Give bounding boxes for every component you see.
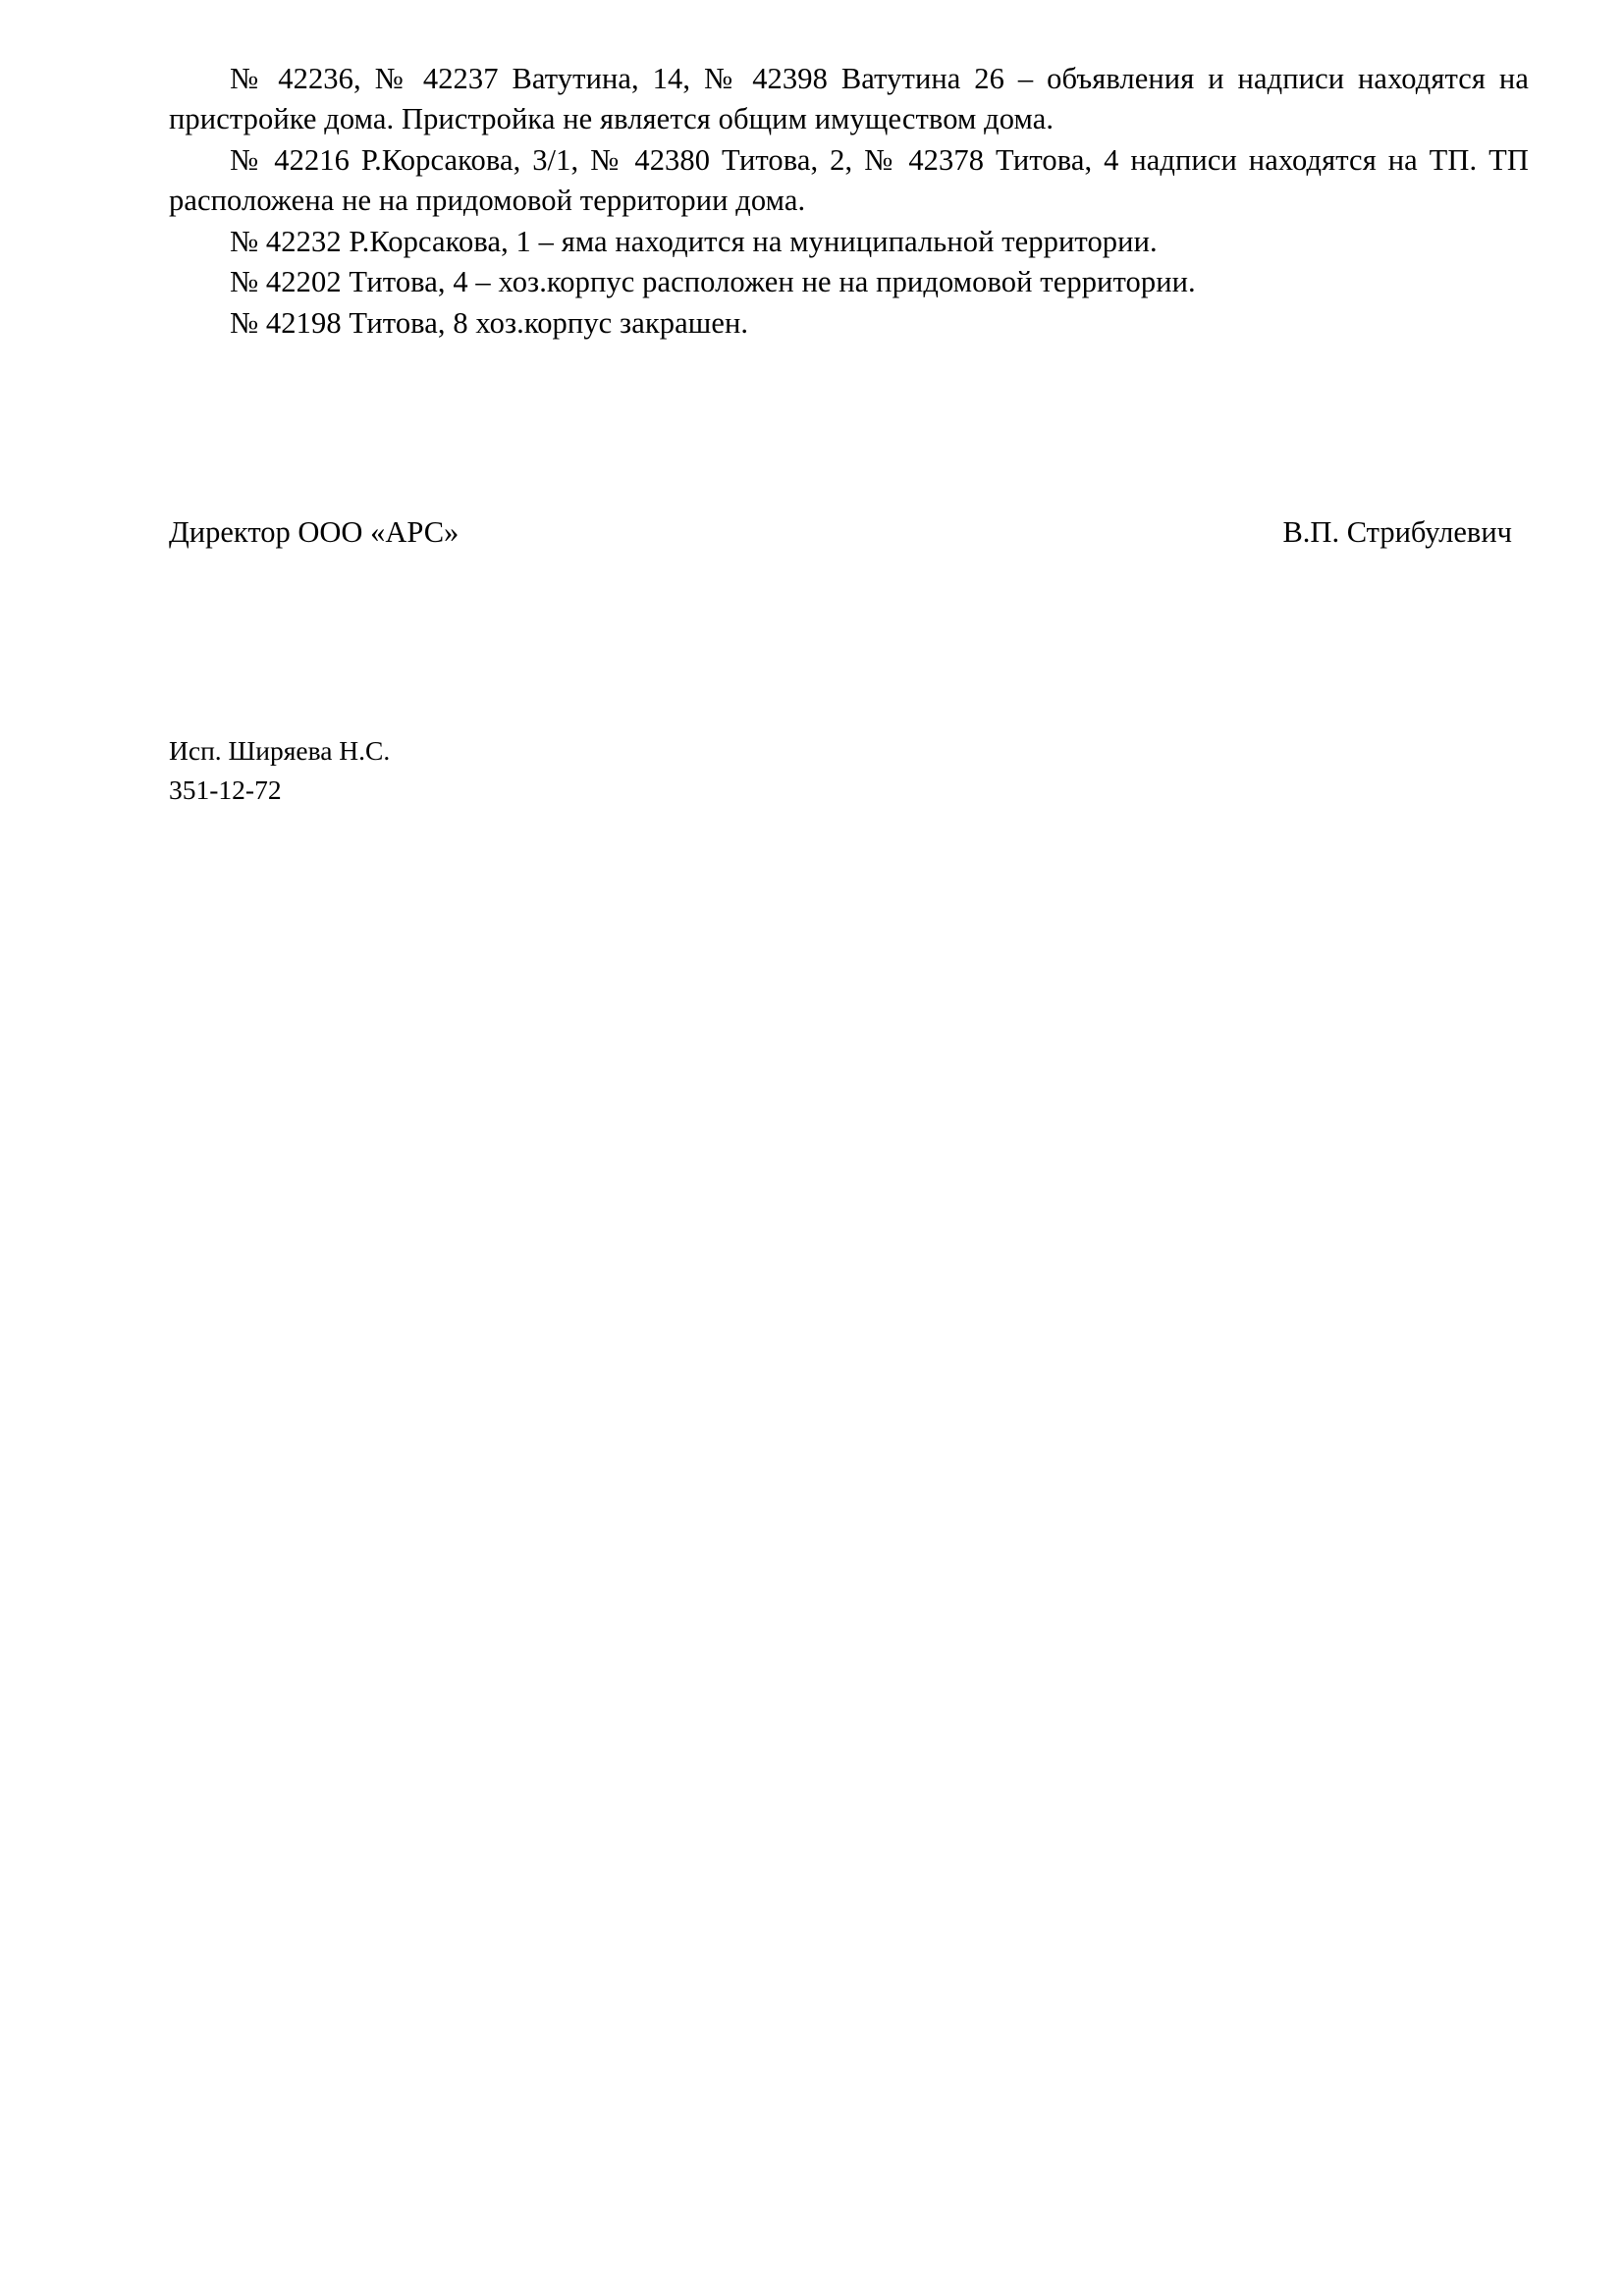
paragraph-1: № 42236, № 42237 Ватутина, 14, № 42398 Ватутина 26 – объявления и надписи находятся на пристройке дома. Пристройка не является общим имуществом дома. [169, 62, 1529, 136]
signature-block [169, 515, 1529, 550]
paragraph-3: № 42232 Р.Корсакова, 1 – яма находится на муниципальной территории. [230, 224, 1158, 258]
phone-line: 351-12-72 [169, 774, 282, 805]
footer-block [169, 731, 390, 810]
signature-title: Директор ООО «АРС» [169, 515, 460, 549]
document-body [169, 59, 1529, 344]
paragraph-2: № 42216 Р.Корсакова, 3/1, № 42380 Титова, 2, № 42378 Титова, 4 надписи находятся на ТП. ТП расположена не на придомовой территории дома. [169, 142, 1529, 218]
paragraph-5: № 42198 Титова, 8 хоз.корпус закрашен. [230, 305, 749, 340]
signature-name: В.П. Стрибулевич [1282, 515, 1512, 549]
paragraph-4: № 42202 Титова, 4 – хоз.корпус расположен не на придомовой территории. [230, 265, 1196, 299]
executor-line: Исп. Ширяева Н.С. [169, 735, 391, 766]
